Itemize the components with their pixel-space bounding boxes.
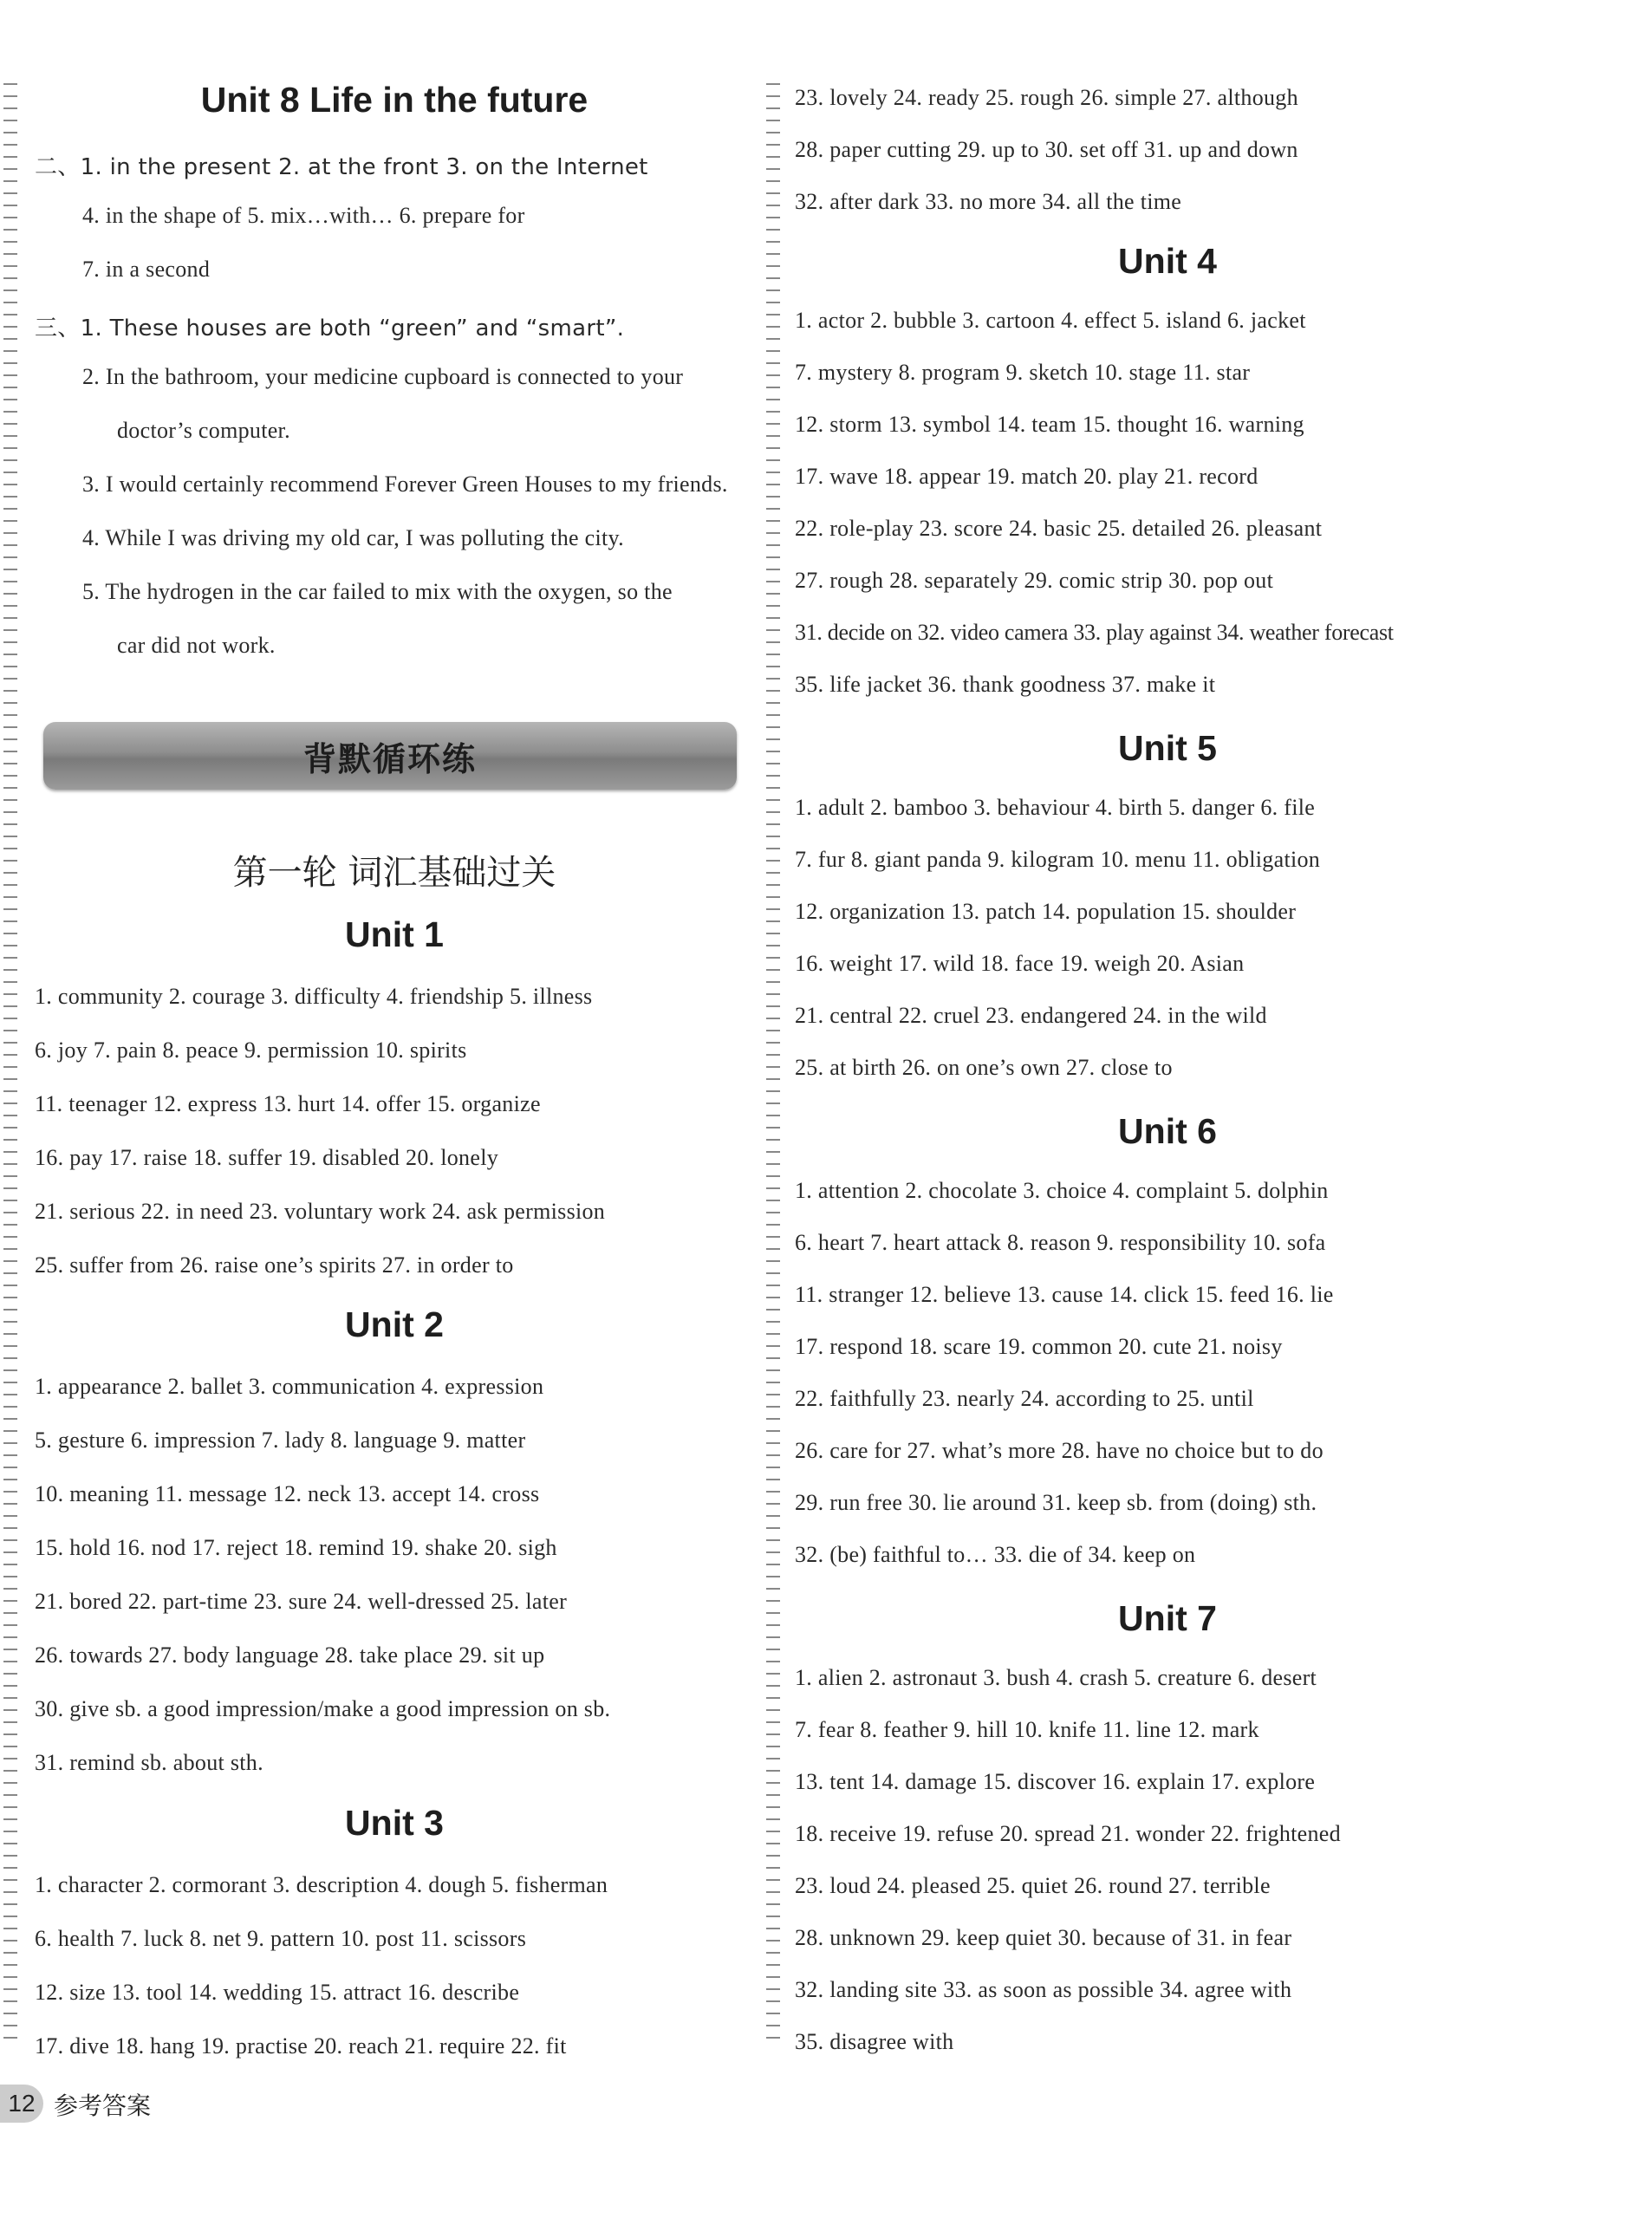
- unit2-line: 21. bored 22. part-time 23. sure 24. well-dressed 25. later: [35, 1589, 568, 1614]
- unit6-line: 32. (be) faithful to… 33. die of 34. keep on: [795, 1542, 1196, 1567]
- unit7-heading: Unit 7: [1118, 1598, 1217, 1638]
- left-column-vocab: [35, 0, 754, 2218]
- unit1-line: 6. joy 7. pain 8. peace 9. permission 10. spirits: [35, 1037, 467, 1063]
- unit1-line: 21. serious 22. in need 23. voluntary work 24. ask permission: [35, 1199, 606, 1224]
- unit4-line: 31. decide on 32. video camera 33. play against 34. weather forecast: [795, 620, 1394, 645]
- unit2-line: 30. give sb. a good impression/make a good impression on sb.: [35, 1696, 611, 1721]
- unit3-line: 23. lovely 24. ready 25. rough 26. simple 27. although: [795, 85, 1298, 110]
- unit8-sec3-line: 三、1. These houses are both “green” and “smart”.: [35, 315, 625, 341]
- unit7-line: 23. loud 24. pleased 25. quiet 26. round 27. terrible: [795, 1873, 1271, 1898]
- unit3-line: 32. after dark 33. no more 34. all the time: [795, 189, 1182, 214]
- unit4-line: 1. actor 2. bubble 3. cartoon 4. effect 5. island 6. jacket: [795, 308, 1306, 333]
- unit8-sec3-line: 3. I would certainly recommend Forever Green Houses to my friends.: [82, 472, 728, 497]
- unit7-line: 13. tent 14. damage 15. discover 16. explain 17. explore: [795, 1769, 1316, 1794]
- unit5-line: 25. at birth 26. on one’s own 27. close to: [795, 1055, 1173, 1080]
- unit2-line: 5. gesture 6. impression 7. lady 8. language 9. matter: [35, 1428, 526, 1453]
- unit8-sec3-line: 2. In the bathroom, your medicine cupboard is connected to your: [82, 364, 684, 389]
- page-footer-label: 参考答案: [54, 2091, 152, 2120]
- unit7-line: 35. disagree with: [795, 2029, 954, 2054]
- unit5-line: 16. weight 17. wild 18. face 19. weigh 20. Asian: [795, 951, 1245, 976]
- unit2-line: 26. towards 27. body language 28. take place 29. sit up: [35, 1642, 545, 1668]
- unit5-heading: Unit 5: [1118, 728, 1217, 768]
- unit4-line: 22. role-play 23. score 24. basic 25. detailed 26. pleasant: [795, 516, 1323, 541]
- unit3-line: 12. size 13. tool 14. wedding 15. attract 16. describe: [35, 1980, 520, 2005]
- unit6-line: 26. care for 27. what’s more 28. have no choice but to do: [795, 1438, 1324, 1463]
- unit3-line: 28. paper cutting 29. up to 30. set off 31. up and down: [795, 137, 1298, 162]
- round-title: 第一轮 词汇基础过关: [232, 853, 556, 893]
- unit8-heading: Unit 8 Life in the future: [200, 80, 589, 120]
- unit5-line: 7. fur 8. giant panda 9. kilogram 10. menu 11. obligation: [795, 847, 1321, 872]
- unit8-sec2-line: 4. in the shape of 5. mix…with… 6. prepare for: [82, 203, 525, 228]
- banner-title: 背默循环练: [302, 739, 477, 778]
- unit1-line: 1. community 2. courage 3. difficulty 4. friendship 5. illness: [35, 984, 593, 1009]
- unit3-line: 1. character 2. cormorant 3. description 4. dough 5. fisherman: [35, 1872, 608, 1897]
- unit7-line: 28. unknown 29. keep quiet 30. because of 31. in fear: [795, 1925, 1292, 1950]
- unit4-heading: Unit 4: [1118, 241, 1217, 281]
- unit6-heading: Unit 6: [1118, 1111, 1217, 1151]
- column-divider-decoration: [766, 78, 780, 2046]
- unit6-line: 17. respond 18. scare 19. common 20. cute 21. noisy: [795, 1334, 1283, 1359]
- unit4-line: 17. wave 18. appear 19. match 20. play 21. record: [795, 464, 1259, 489]
- unit2-heading: Unit 2: [345, 1304, 444, 1344]
- unit6-line: 6. heart 7. heart attack 8. reason 9. responsibility 10. sofa: [795, 1230, 1326, 1255]
- unit6-line: 11. stranger 12. believe 13. cause 14. click 15. feed 16. lie: [795, 1282, 1334, 1307]
- unit8-sec2-line: 二、1. in the present 2. at the front 3. on the Internet: [35, 154, 648, 180]
- unit1-line: 11. teenager 12. express 13. hurt 14. offer 15. organize: [35, 1091, 541, 1116]
- unit5-line: 21. central 22. cruel 23. endangered 24. in the wild: [795, 1003, 1267, 1028]
- unit8-sec3-line: doctor’s computer.: [117, 418, 290, 443]
- page-number: 12: [0, 2085, 43, 2123]
- unit3-line: 6. health 7. luck 8. net 9. pattern 10. post 11. scissors: [35, 1926, 527, 1951]
- right-column: [795, 0, 1601, 2218]
- unit3-line: 17. dive 18. hang 19. practise 20. reach 21. require 22. fit: [35, 2033, 567, 2059]
- unit1-line: 25. suffer from 26. raise one’s spirits 27. in order to: [35, 1252, 514, 1278]
- unit4-line: 7. mystery 8. program 9. sketch 10. stage 11. star: [795, 360, 1251, 385]
- unit7-line: 32. landing site 33. as soon as possible 34. agree with: [795, 1977, 1292, 2002]
- unit1-heading: Unit 1: [345, 914, 444, 954]
- unit5-line: 12. organization 13. patch 14. population 15. shoulder: [795, 899, 1297, 924]
- unit2-line: 1. appearance 2. ballet 3. communication 4. expression: [35, 1374, 544, 1399]
- unit1-line: 16. pay 17. raise 18. suffer 19. disabled 20. lonely: [35, 1145, 499, 1170]
- unit3-heading: Unit 3: [345, 1803, 444, 1843]
- unit8-sec3-line: car did not work.: [117, 633, 276, 658]
- unit7-line: 1. alien 2. astronaut 3. bush 4. crash 5. creature 6. desert: [795, 1665, 1317, 1690]
- unit4-line: 12. storm 13. symbol 14. team 15. thought 16. warning: [795, 412, 1304, 437]
- left-border-decoration: [3, 78, 17, 2046]
- unit6-line: 1. attention 2. chocolate 3. choice 4. complaint 5. dolphin: [795, 1178, 1329, 1203]
- unit6-line: 22. faithfully 23. nearly 24. according to 25. until: [795, 1386, 1254, 1411]
- unit2-line: 31. remind sb. about sth.: [35, 1750, 263, 1775]
- unit2-line: 10. meaning 11. message 12. neck 13. accept 14. cross: [35, 1481, 540, 1506]
- unit8-sec3-line: 5. The hydrogen in the car failed to mix with the oxygen, so the: [82, 579, 673, 604]
- unit8-sec3-line: 4. While I was driving my old car, I was polluting the city.: [82, 525, 624, 550]
- unit4-line: 35. life jacket 36. thank goodness 37. make it: [795, 672, 1216, 697]
- unit5-line: 1. adult 2. bamboo 3. behaviour 4. birth 5. danger 6. file: [795, 795, 1316, 820]
- unit4-line: 27. rough 28. separately 29. comic strip 30. pop out: [795, 568, 1274, 593]
- unit8-sec2-line: 7. in a second: [82, 257, 211, 282]
- unit7-line: 7. fear 8. feather 9. hill 10. knife 11. line 12. mark: [795, 1717, 1259, 1742]
- unit6-line: 29. run free 30. lie around 31. keep sb. from (doing) sth.: [795, 1490, 1317, 1515]
- unit2-line: 15. hold 16. nod 17. reject 18. remind 19. shake 20. sigh: [35, 1535, 557, 1560]
- unit7-line: 18. receive 19. refuse 20. spread 21. wonder 22. frightened: [795, 1821, 1341, 1846]
